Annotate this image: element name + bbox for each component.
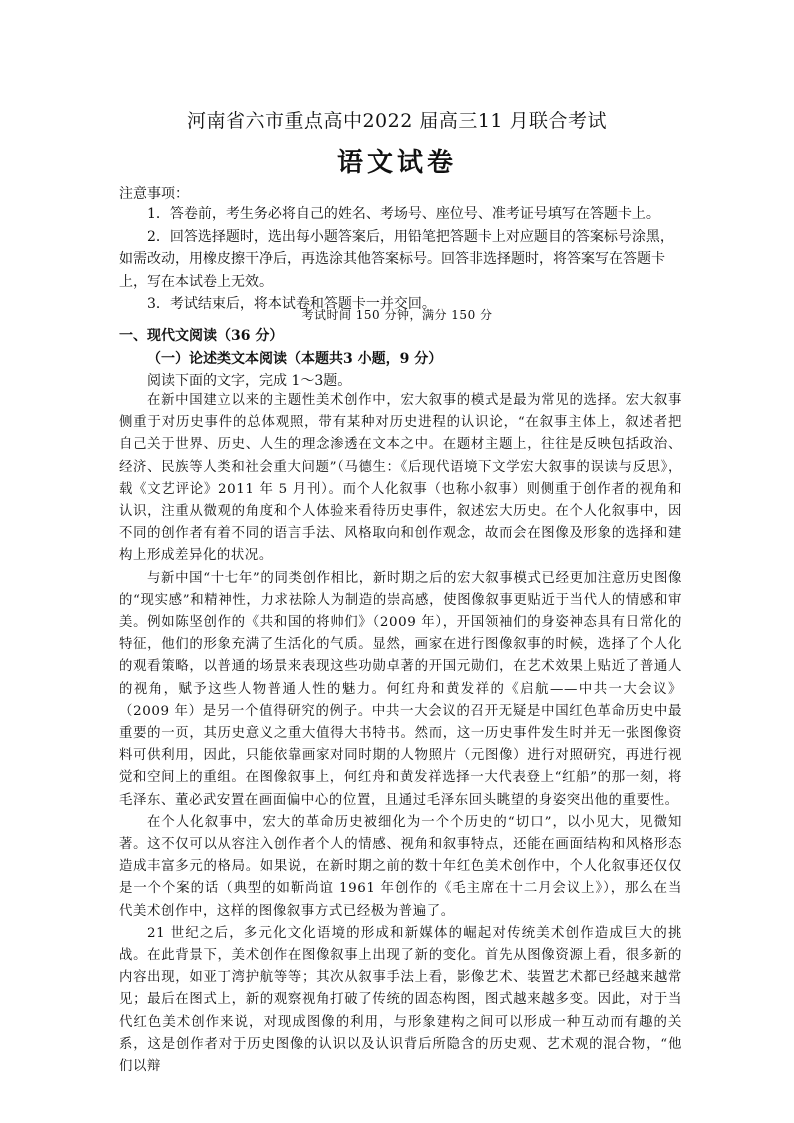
exam-time-line: 考试时间 150 分钟，满分 150 分 <box>301 308 493 322</box>
passage-paragraph: 与新中国“十七年”的同类创作相比，新时期之后的宏大叙事模式已经更加注意历史图像的“现实感”和精神性，力求祛除人为制造的崇高感，使图像叙事更贴近于当代人的情感和审美。例如陈坚创作的《共和国的将帅们》（2009 年），开国领袖们的身姿神态具有日常化的特征，他们的形象充满了生活化的气质。显然，画家在进行图像叙事的时候，选择了个人化的观看策略，以普通的场景来表现这些功勋卓著的开国元勋们，在艺术效果上贴近了普通人的视角，赋予这些人物普通人性的魅力。何红舟和黄发祥的《启航——中共一大会议》（2009 年）是另一个值得研究的例子。中共一大会议的召开无疑是中国红色革命历史中最重要的一页，其历史意义之重大值得大书特书。然而，这一历史事件发生时并无一张图像资料可供利用，因此，只能依靠画家对同时期的人物照片（元图像）进行对照研究，再进行视觉和空间上的重组。在图像叙事上，何红舟和黄发祥选择一大代表登上“红船”的那一刻，将毛泽东、董必武安置在画面偏中心的位置，且通过毛泽东回头眺望的身姿突出他的重要性。 <box>119 570 682 808</box>
notes-heading: 注意事项： <box>119 186 189 202</box>
passage-paragraph: 21 世纪之后，多元化文化语境的形成和新媒体的崛起对传统美术创作造成巨大的挑战。在此背景下，美术创作在图像叙事上出现了新的变化。首先从图像资源上看，很多新的内容出现，如亚丁湾护航等等；其次从叙事手法上看，影像艺术、装置艺术都已经越来越常见；最后在图式上，新的观察视角打破了传统的固态构图，图式越来越多变。因此，对于当代红色美术创作来说，对现成图像的利用，与形象建构之间可以形成一种互动而有趣的关系，这是创作者对于历史图像的认识以及认识背后所隐含的历史观、艺术观的混合物，“他们以辩 <box>119 925 682 1075</box>
reading-instruction: 阅读下面的文字，完成 1～3题。 <box>147 373 352 389</box>
section-title: 一、现代文阅读（36 分） <box>119 328 284 344</box>
reading-passage <box>119 390 682 1078</box>
passage-paragraph: 在新中国建立以来的主题性美术创作中，宏大叙事的模式是最为常见的选择。宏大叙事侧重于对历史事件的总体观照，带有某种对历史进程的认识论，“在叙事主体上，叙述者把自己关于世界、历史、人生的理念渗透在文本之中。在题材主题上，往往是反映包括政治、经济、民族等人类和社会重大问题”（马德生：《后现代语境下文学宏大叙事的误读与反思》，载《文艺评论》2011 年 5 月刊）。而个人化叙事（也称小叙事）则侧重于创作者的视角和认识，注重从微观的角度和个人体验来看待历史事件，叙述宏大历史。在个人化叙事中，因不同的创作者有着不同的语言手法、风格取向和创作观念，故而会在图像及形象的选择和建构上形成差异化的状况。 <box>119 393 682 564</box>
note-item: 1．答卷前，考生务必将自己的姓名、考场号、座位号、准考证号填写在答题卡上。 <box>147 206 660 222</box>
subsection-title: （一）论述类文本阅读（本题共3 小题，9 分） <box>147 351 443 367</box>
subject-title: 语文试卷 <box>336 148 457 178</box>
notes-list <box>119 203 682 316</box>
passage-paragraph: 在个人化叙事中，宏大的革命历史被细化为一个个历史的“切口”，以小见大，见微知著。这不仅可以从容注入创作者个人的情感、视角和叙事特点，还能在画面结构和风格形态造成丰富多元的格局。如果说，在新时期之前的数十年红色美术创作中，个人化叙事还仅仅是一个个案的话（典型的如靳尚谊 1961 年创作的《毛主席在十二月会议上》），那么在当代美术创作中，这样的图像叙事方式已经极为普遍了。 <box>119 814 682 919</box>
note-item: 3．考试结束后，将本试卷和答题卡一并交回。 <box>147 296 436 312</box>
exam-title: 河南省六市重点高中2022 届高三11 月联合考试 <box>186 110 608 132</box>
note-item: 2．回答选择题时，选出每小题答案后，用铅笔把答题卡上对应题目的答案标号涂黑，如需改动，用橡皮擦干净后，再选涂其他答案标号。回答非选择题时，将答案写在答题卡上，写在本试卷上无效。 <box>119 228 674 290</box>
